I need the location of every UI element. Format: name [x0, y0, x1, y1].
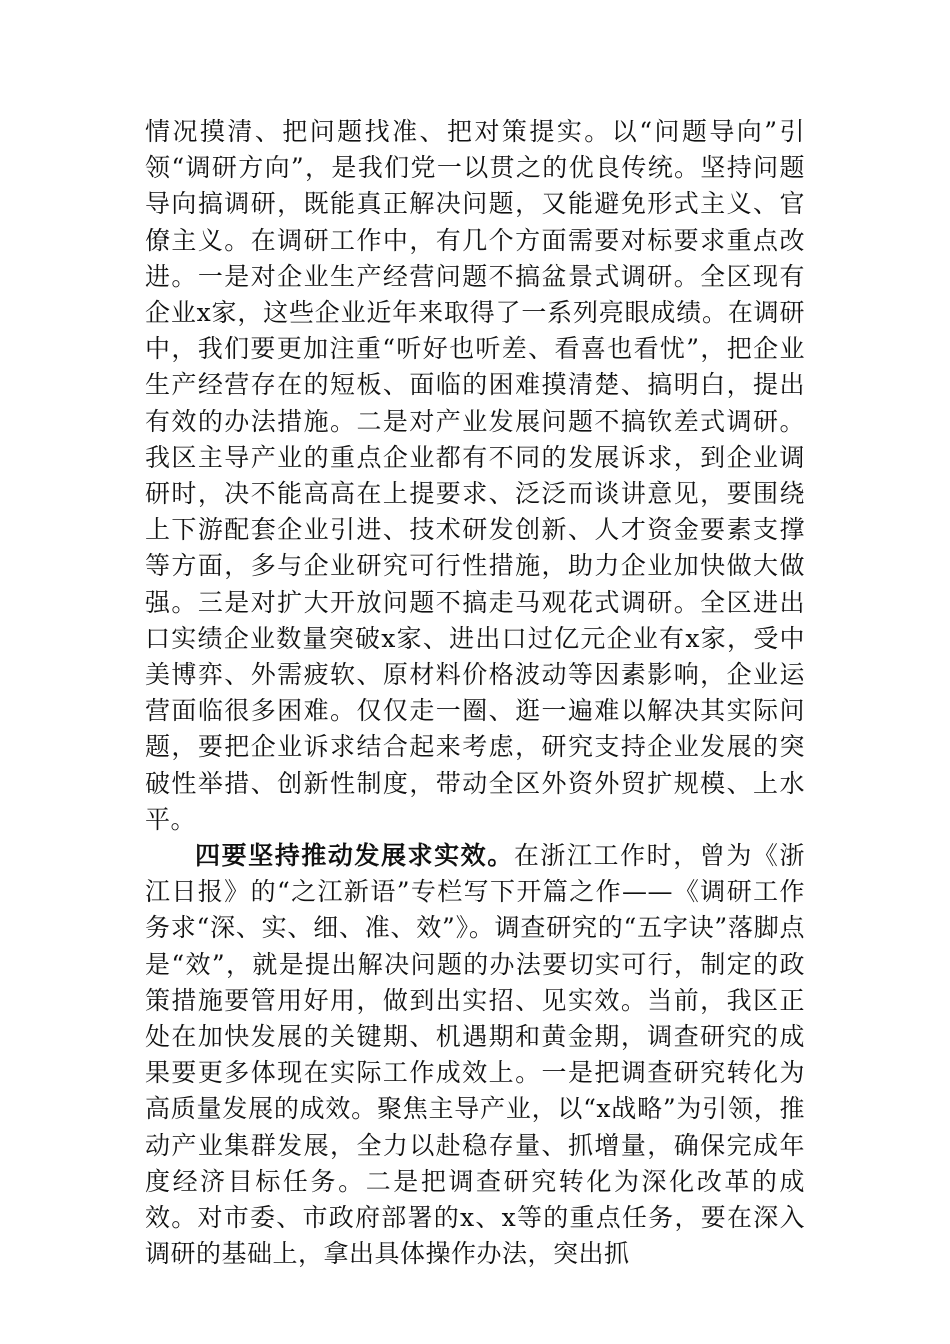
- paragraph-section-four: [145, 838, 805, 1272]
- paragraph-continuation: 情况摸清、把问题找准、把对策提实。以“问题导向”引领“调研方向”，是我们党一以贯之的优良传统。坚持问题导向搞调研，既能真正解决问题，又能避免形式主义、官僚主义。在调研工作中，有几个方面需要对标要求重点改进。一是对企业生产经营问题不搞盆景式调研。全区现有企业x家，这些企业近年来取得了一系列亮眼成绩。在调研中，我们要更加注重“听好也听差、看喜也看忧”，把企业生产经营存在的短板、面临的困难摸清楚、搞明白，提出有效的办法措施。二是对产业发展问题不搞钦差式调研。我区主导产业的重点企业都有不同的发展诉求，到企业调研时，决不能高高在上提要求、泛泛而谈讲意见，要围绕上下游配套企业引进、技术研发创新、人才资金要素支撑等方面，多与企业研究可行性措施，助力企业加快做大做强。三是对扩大开放问题不搞走马观花式调研。全区进出口实绩企业数量突破x家、进出口过亿元企业有x家，受中美博弈、外需疲软、原材料价格波动等因素影响，企业运营面临很多困难。仅仅走一圈、逛一遍难以解决其实际问题，要把企业诉求结合起来考虑，研究支持企业发展的突破性举措、创新性制度，带动全区外资外贸扩规模、上水平。: [145, 117, 805, 834]
- section-body: 在浙江工作时，曾为《浙江日报》的“之江新语”专栏写下开篇之作——《调研工作务求“深、实、细、准、效”》。调查研究的“五字诀”落脚点是“效”，就是提出解决问题的办法要切实可行，制定的政策措施要管用好用，做到出实招、见实效。当前，我区正处在加快发展的关键期、机遇期和黄金期，调查研究的成果要更多体现在实际工作成效上。一是把调查研究转化为高质量发展的成效。聚焦主导产业，以“x战略”为引领，推动产业集群发展，全力以赴稳存量、抓增量，确保完成年度经济目标任务。二是把调查研究转化为深化改革的成效。对市委、市政府部署的x、x等的重点任务，要在深入调研的基础上，拿出具体操作办法，突出抓: [145, 841, 805, 1269]
- document-body: [145, 114, 805, 1273]
- section-heading: 四要坚持推动发展求实效。: [195, 841, 514, 871]
